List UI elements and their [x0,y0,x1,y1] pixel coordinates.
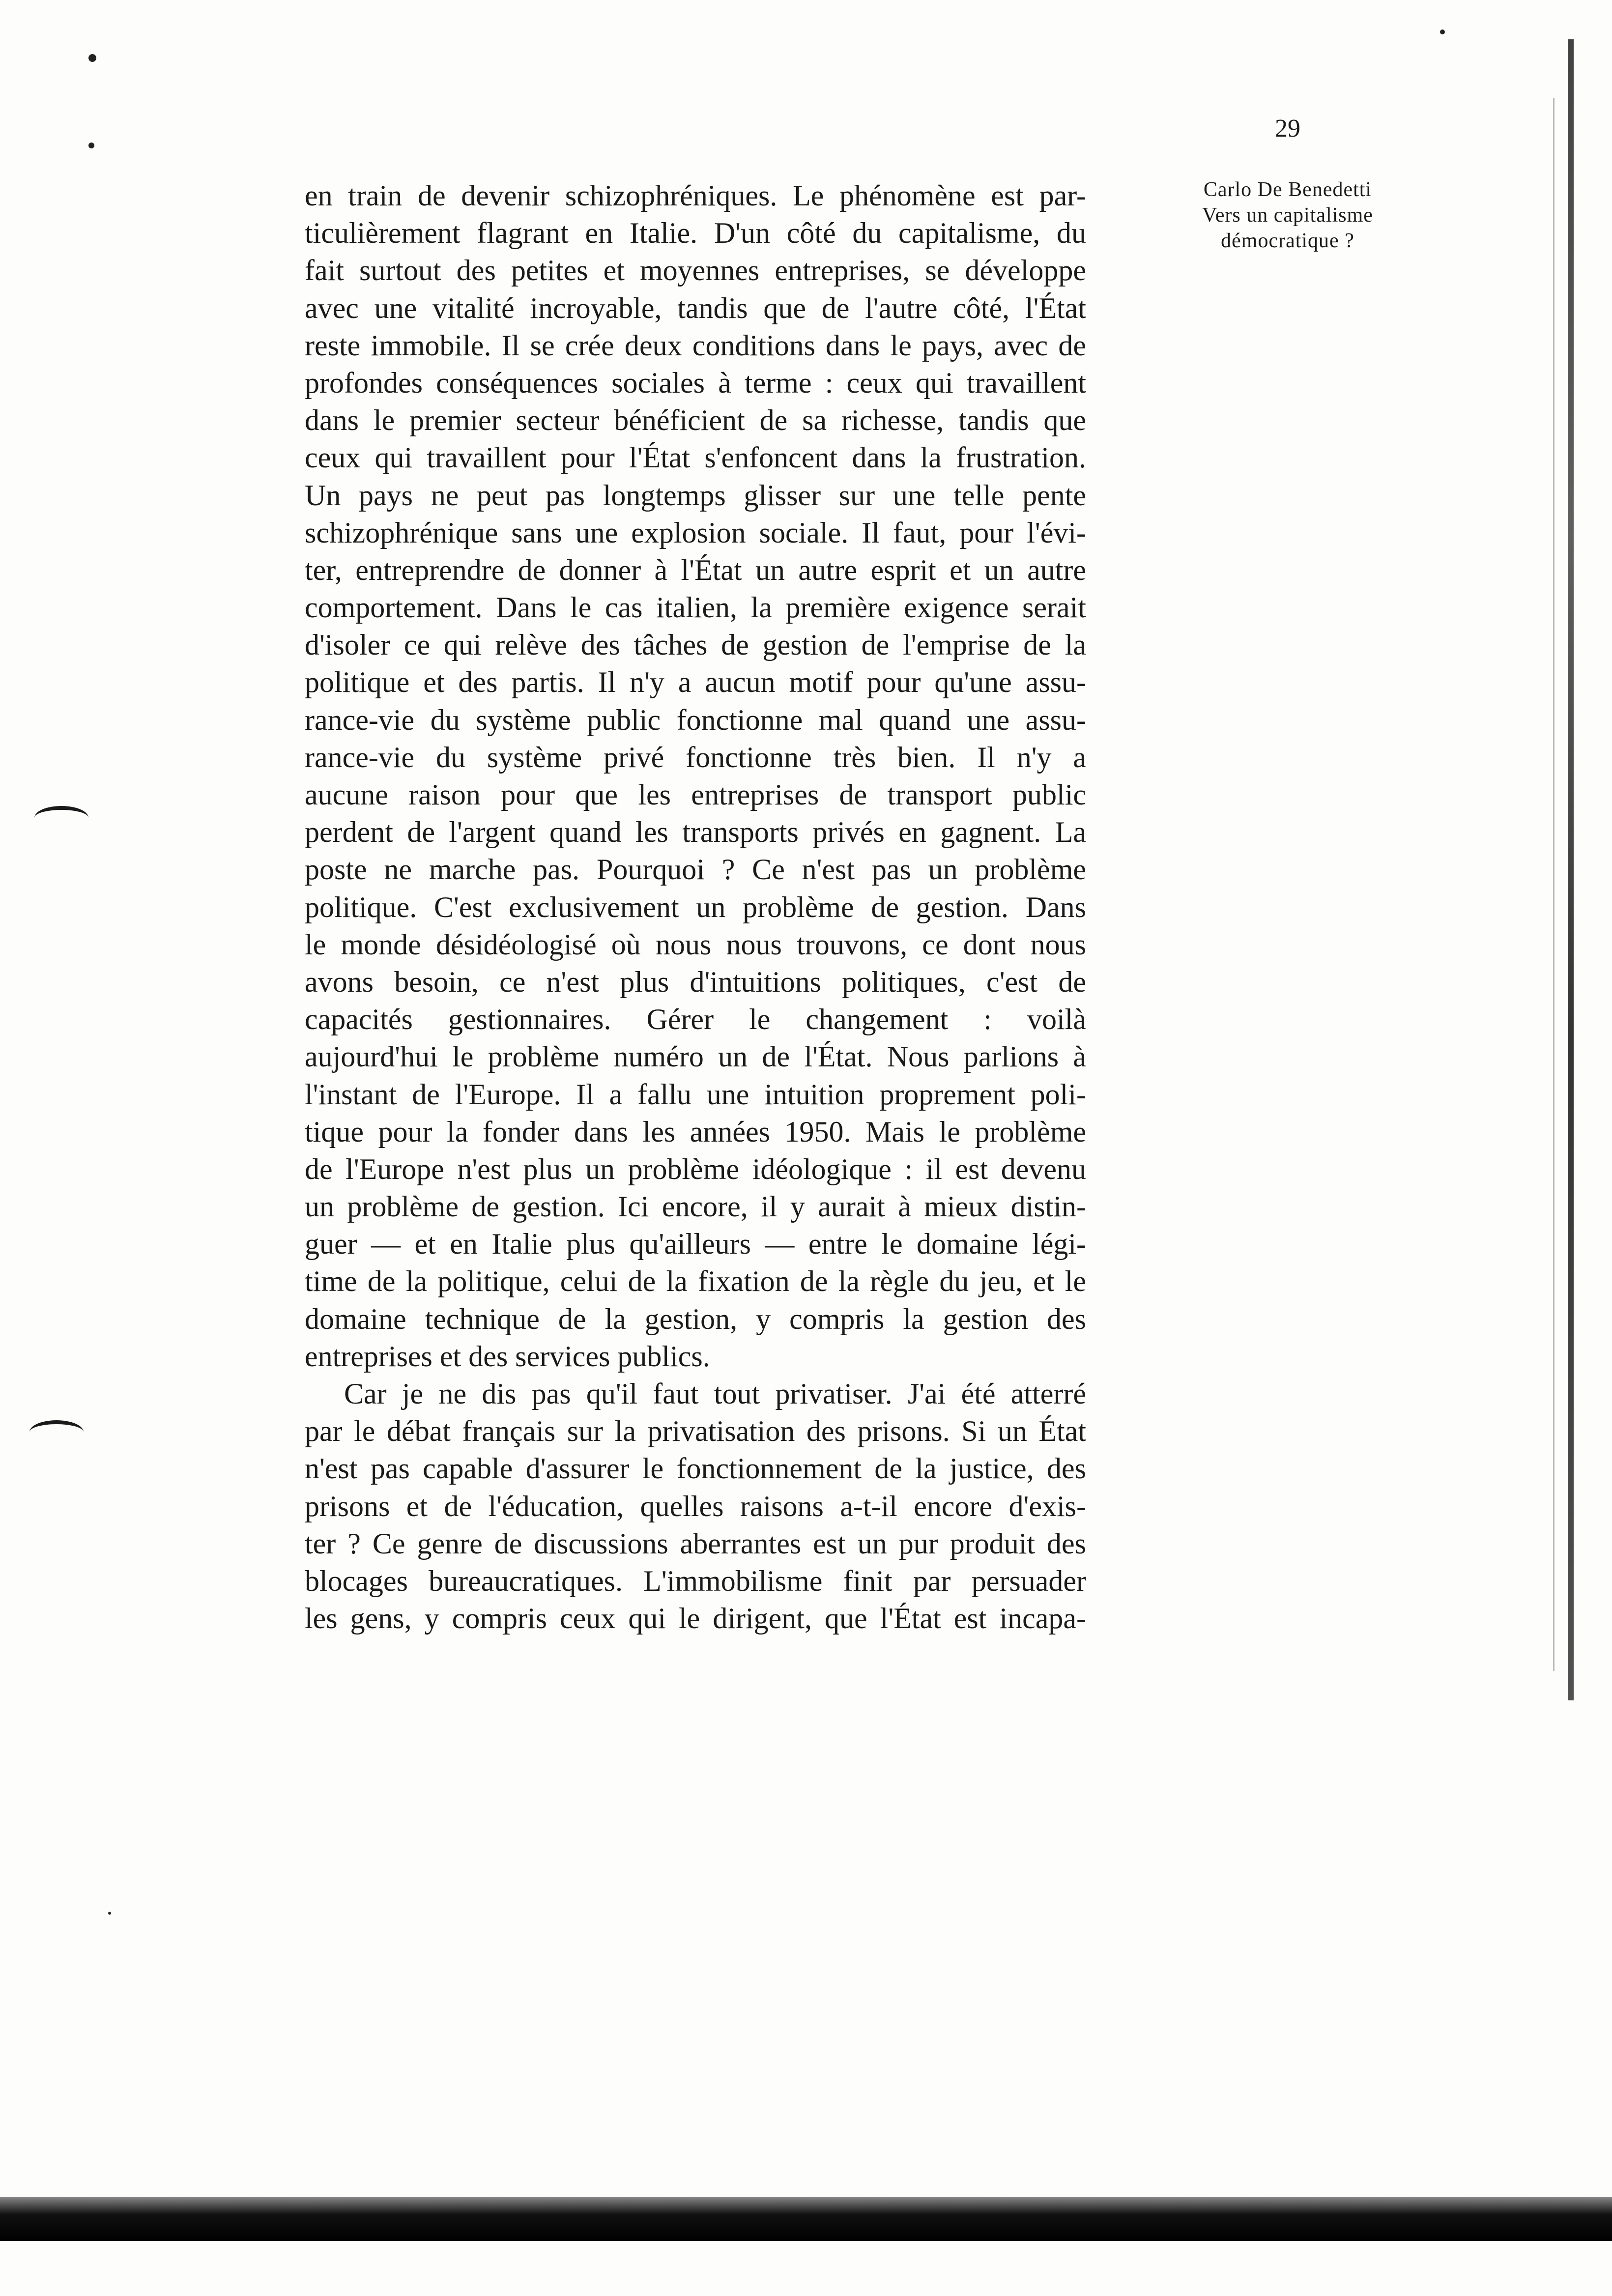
text-line: aujourd'hui le problème numéro un de l'État. Nous parlions à [305,1040,1086,1073]
text-line-paragraph-end: entreprises et des services publics. [305,1340,710,1373]
text-line: prisons et de l'éducation, quelles raisons a-t-il encore d'exis- [305,1490,1086,1522]
text-line: rance-vie du système public fonctionne mal quand une assu- [305,703,1086,736]
text-line: capacités gestionnaires. Gérer le changement : voilà [305,1003,1086,1036]
text-line: par le débat français sur la privatisation des prisons. Si un État [305,1415,1086,1448]
text-line: de l'Europe n'est plus un problème idéologique : il est devenu [305,1152,1086,1185]
text-line: ticulièrement flagrant en Italie. D'un côté du capitalisme, du [305,217,1086,250]
page-number: 29 [1275,115,1300,143]
scan-speck [108,1912,111,1915]
text-line: avons besoin, ce n'est plus d'intuitions politiques, c'est de [305,965,1086,998]
text-line: dans le premier secteur bénéficient de sa richesse, tandis que [305,404,1086,437]
text-line: fait surtout des petites et moyennes entreprises, se développe [305,254,1086,287]
text-line: blocages bureaucratiques. L'immobilisme finit par persuader [305,1564,1086,1597]
text-line: avec une vitalité incroyable, tandis que de l'autre côté, l'État [305,291,1086,324]
text-line: domaine technique de la gestion, y compris la gestion des [305,1302,1086,1335]
running-head-author: Carlo De Benedetti [1203,178,1372,201]
scan-shadow-right [1568,39,1574,1700]
scan-mark [34,806,88,830]
text-line: en train de devenir schizophréniques. Le phénomène est par- [305,179,1086,212]
text-line: time de la politique, celui de la fixation de la règle du jeu, et le [305,1265,1086,1298]
text-line: politique et des partis. Il n'y a aucun motif pour qu'une assu- [305,666,1086,699]
text-line: n'est pas capable d'assurer le fonctionnement de la justice, des [305,1452,1086,1485]
text-line: poste ne marche pas. Pourquoi ? Ce n'est pas un problème [305,853,1086,886]
text-line: les gens, y compris ceux qui le dirigent, que l'État est incapa- [305,1602,1086,1635]
text-line: Un pays ne peut pas longtemps glisser sur une telle pente [305,479,1086,512]
running-head [1170,177,1406,254]
text-line: d'isoler ce qui relève des tâches de gestion de l'emprise de la [305,629,1086,661]
text-line: politique. C'est exclusivement un problème de gestion. Dans [305,890,1086,923]
text-line: le monde désidéologisé où nous nous trouvons, ce dont nous [305,928,1086,961]
text-line: perdent de l'argent quand les transports privés en gagnent. La [305,816,1086,849]
text-line: un problème de gestion. Ici encore, il y aurait à mieux distin- [305,1190,1086,1223]
text-line: comportement. Dans le cas italien, la première exigence serait [305,591,1086,624]
text-line-paragraph-start: Car je ne dis pas qu'il faut tout privatiser. J'ai été atterré [344,1378,1086,1410]
text-line: reste immobile. Il se crée deux conditions dans le pays, avec de [305,329,1086,362]
scan-shadow-bottom [0,2197,1612,2241]
text-line: ter, entreprendre de donner à l'État un autre esprit et un autre [305,553,1086,586]
scan-shadow-right-thin [1553,98,1554,1671]
text-line: aucune raison pour que les entreprises de transport public [305,778,1086,811]
text-line: profondes conséquences sociales à terme : ceux qui travaillent [305,366,1086,399]
scan-speck [88,143,94,148]
text-line: guer — et en Italie plus qu'ailleurs — entre le domaine légi- [305,1228,1086,1261]
text-line: l'instant de l'Europe. Il a fallu une intuition proprement poli- [305,1078,1086,1111]
text-line: rance-vie du système privé fonctionne très bien. Il n'y a [305,741,1086,774]
scan-mark [29,1420,84,1444]
text-line: tique pour la fonder dans les années 1950. Mais le problème [305,1115,1086,1148]
text-line: schizophrénique sans une explosion sociale. Il faut, pour l'évi- [305,516,1086,549]
running-head-title-line1: Vers un capitalisme [1202,204,1373,227]
scan-speck [1440,29,1445,34]
text-line: ceux qui travaillent pour l'État s'enfoncent dans la frustration. [305,441,1086,474]
running-head-title-line2: démocratique ? [1221,230,1354,252]
body-text [305,177,1086,1637]
scan-speck [88,54,96,62]
text-line: ter ? Ce genre de discussions aberrantes est un pur produit des [305,1527,1086,1560]
